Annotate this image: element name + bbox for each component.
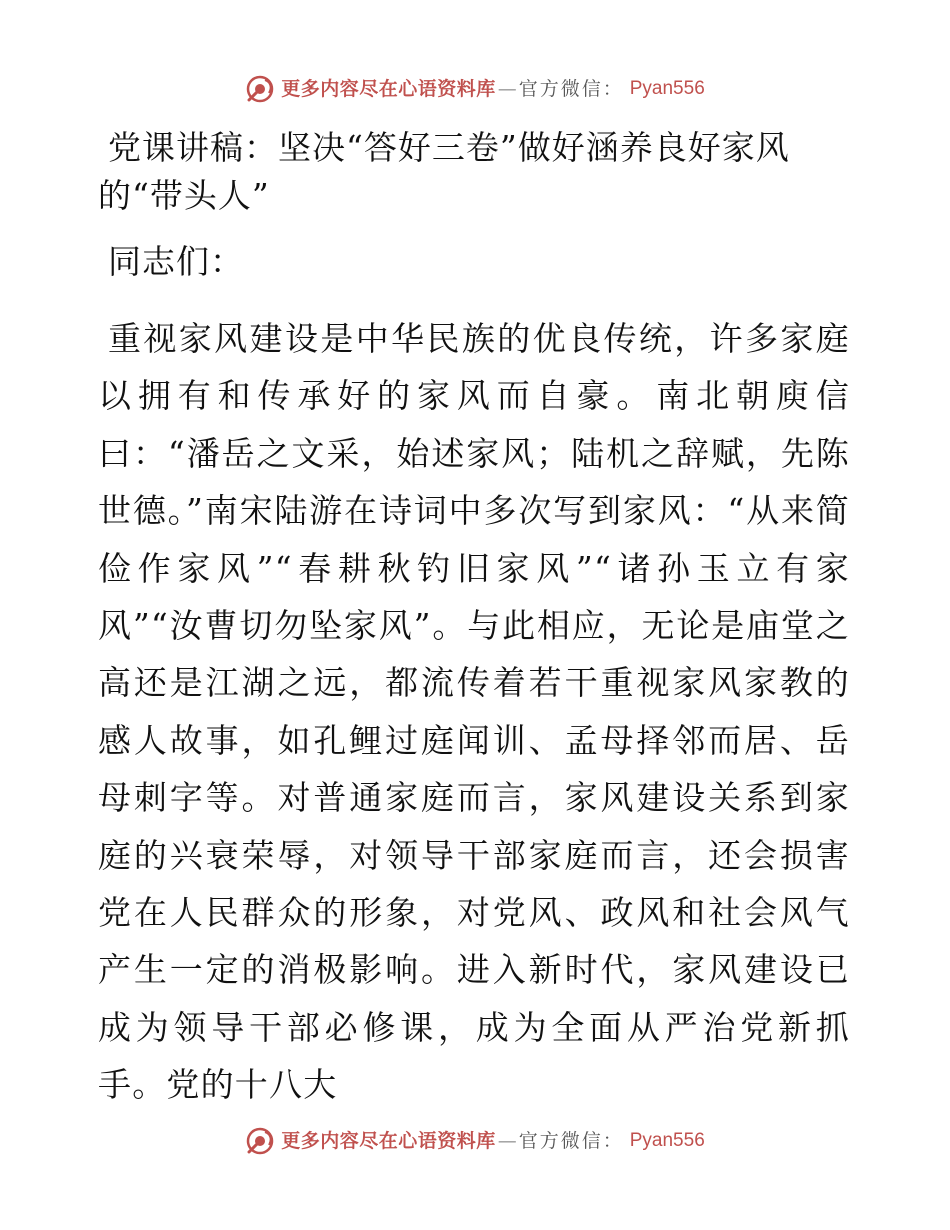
paragraph: 重视家风建设是中华民族的优良传统，许多家庭以拥有和传承好的家风而自豪。南北朝庾信曰：“潘岳之文采，始述家风；陆机之辞赋，先陈世德。”南宋陆游在诗词中多次写到家风：“从来简俭作家风”“春耕秋钓旧家风”“诸孙玉立有家风”“汝曹切勿坠家风”。与此相应，无论是庙堂之高还是江湖之远，都流传着若干重视家风家教的感人故事，如孔鲤过庭闻训、孟母择邻而居、岳母刺字等。对普通家庭而言，家风建设关系到家庭的兴衰荣辱，对领导干部家庭而言，还会损害党在人民群众的形象，对党风、政风和社会风气产生一定的消极影响。进入新时代，家风建设已成为领导干部必修课，成为全面从严治党新抓手。党的十八大 (98, 319, 850, 1105)
banner-main-text: 更多内容尽在心语资料库 (281, 1130, 496, 1152)
document-title: 党课讲稿：坚决“答好三卷”做好涵养良好家风的“带头人” (98, 128, 790, 215)
banner-wechat-id: Pyan556 (629, 1130, 705, 1151)
document-body (98, 124, 850, 1114)
banner-separator: — (497, 1130, 517, 1152)
greeting: 同志们： (108, 242, 244, 281)
banner-main-text: 更多内容尽在心语资料库 (281, 78, 496, 100)
banner-official-label: 官方微信： (518, 1130, 624, 1152)
banner-wechat-id: Pyan556 (629, 78, 705, 99)
footer-watermark-banner (0, 1126, 950, 1156)
watermark-logo-icon (245, 74, 275, 104)
header-watermark-banner (0, 74, 950, 104)
banner-official-label: 官方微信： (518, 78, 624, 100)
watermark-logo-icon (245, 1126, 275, 1156)
banner-separator: — (497, 78, 517, 100)
